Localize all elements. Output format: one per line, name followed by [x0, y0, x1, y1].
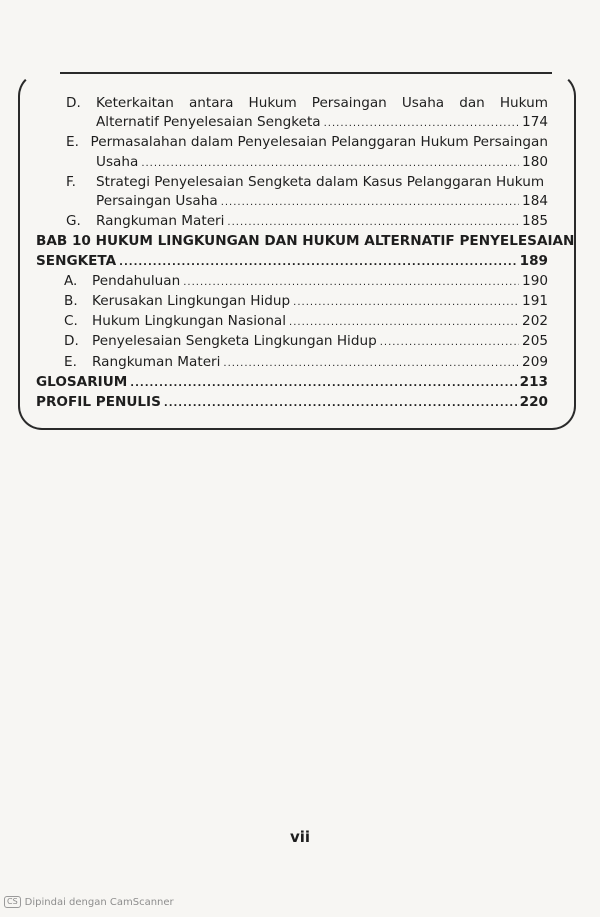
entry-letter: E.: [66, 134, 79, 151]
entry-letter: D.: [64, 333, 79, 350]
entry-letter: F.: [66, 173, 76, 190]
toc-entry-e2: [36, 353, 548, 373]
toc-entry-f-cont: [36, 192, 548, 212]
leader-dots: [289, 312, 519, 332]
page-ref: 209: [522, 353, 548, 370]
leader-dots: [130, 373, 516, 393]
entry-letter: E.: [64, 353, 77, 370]
page-ref: 189: [519, 252, 548, 269]
page-ref: 174: [522, 114, 548, 131]
page-ref: 220: [519, 394, 548, 411]
leader-dots: [141, 153, 519, 173]
entry-title: Kerusakan Lingkungan Hidup: [92, 293, 291, 310]
page-ref: 180: [522, 153, 548, 170]
toc-entry-e-cont: [36, 153, 548, 173]
page-ref: 213: [519, 373, 548, 390]
toc-entry-c: [36, 312, 548, 332]
entry-title: Hukum Lingkungan Nasional: [92, 313, 287, 330]
entry-title: Rangkuman Materi: [92, 353, 221, 370]
page-ref: 184: [522, 193, 548, 210]
page-number: vii: [289, 828, 311, 846]
entry-title-line1: Strategi Penyelesaian Sengketa dalam Kasus Pelanggaran Hukum: [96, 173, 545, 190]
page-ref: 190: [522, 272, 548, 289]
toc-glossary: [36, 373, 548, 393]
leader-dots: [380, 332, 519, 352]
page-ref: 202: [522, 313, 548, 330]
entry-title-line1: Keterkaitan antara Hukum Persaingan Usaha dan Hukum: [96, 95, 548, 111]
entry-letter: C.: [64, 313, 78, 330]
toc-entry-g: [36, 212, 548, 232]
entry-title: Pendahuluan: [92, 272, 181, 289]
scanner-footer-text: Dipindai dengan CamScanner: [24, 896, 174, 908]
camscanner-logo-icon: CS: [4, 896, 21, 908]
scanner-footer: [4, 896, 174, 908]
leader-dots: [227, 212, 519, 232]
table-of-contents: [36, 94, 575, 413]
entry-letter: G.: [66, 213, 81, 230]
toc-entry-d2: [36, 332, 548, 352]
entry-title: Penyelesaian Sengketa Lingkungan Hidup: [92, 333, 377, 350]
toc-entry-f: [36, 173, 548, 192]
entry-title-line2: Alternatif Penyelesaian Sengketa: [96, 114, 321, 131]
leader-dots: [223, 353, 519, 373]
chapter-title-line1: BAB 10 HUKUM LINGKUNGAN DAN HUKUM ALTERNATIF PENYELESAIAN: [36, 233, 575, 250]
entry-title-line2: Persaingan Usaha: [96, 193, 218, 210]
toc-entry-d: [36, 94, 548, 113]
toc-entry-e: [36, 133, 548, 152]
toc-entry-d-cont: [36, 113, 548, 133]
page-ref: 191: [522, 293, 548, 310]
page-ref: 185: [522, 213, 548, 230]
leader-dots: [164, 393, 517, 413]
entry-title-line1: Permasalahan dalam Penyelesaian Pelanggaran Hukum Persaingan: [90, 134, 548, 151]
chapter-heading-cont: [36, 252, 548, 272]
toc-entry-a: [36, 272, 548, 292]
entry-letter: D.: [66, 95, 81, 111]
leader-dots: [293, 292, 519, 312]
entry-letter: B.: [64, 293, 78, 310]
entry-letter: A.: [64, 272, 78, 289]
leader-dots: [324, 113, 519, 133]
entry-title: GLOSARIUM: [36, 373, 128, 390]
toc-profile: [36, 393, 548, 413]
entry-title: PROFIL PENULIS: [36, 394, 161, 411]
leader-dots: [119, 252, 516, 272]
page-ref: 205: [522, 333, 548, 350]
entry-title: Rangkuman Materi: [96, 213, 225, 230]
leader-dots: [183, 272, 519, 292]
entry-title-line2: Usaha: [96, 153, 139, 170]
chapter-heading: [36, 232, 575, 251]
toc-entry-b: [36, 292, 548, 312]
leader-dots: [221, 192, 519, 212]
chapter-title-line2: SENGKETA: [36, 252, 117, 269]
